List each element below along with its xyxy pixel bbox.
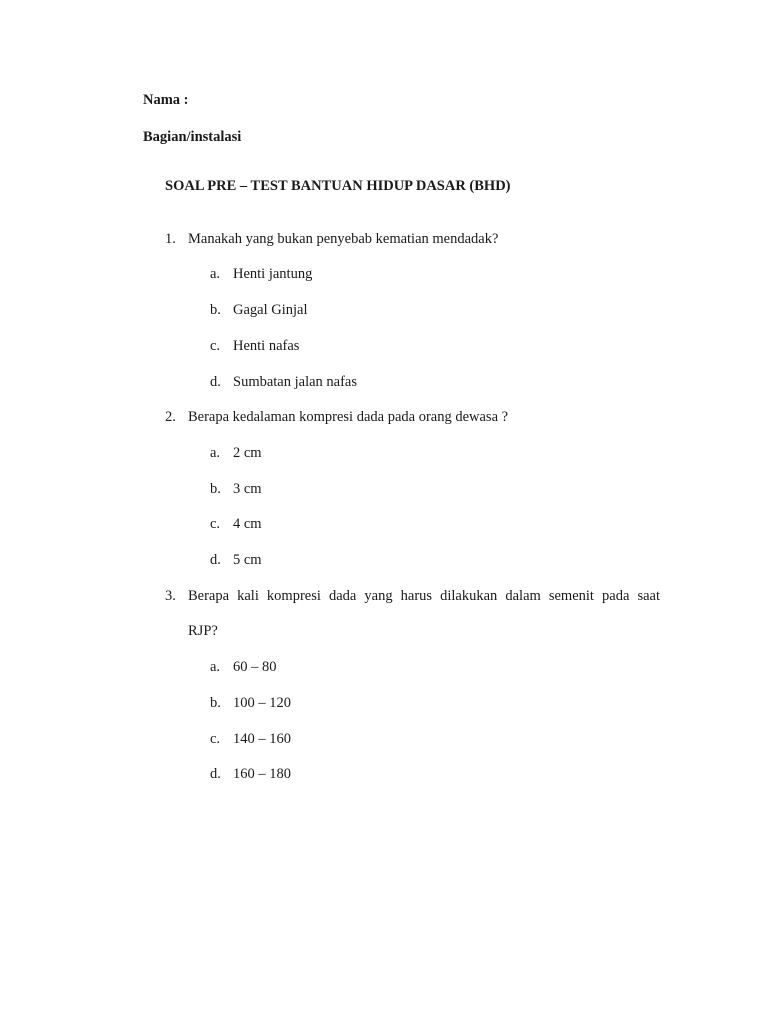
option-text: Gagal Ginjal [233,302,308,318]
option-text: 3 cm [233,481,262,497]
option-letter: a. [210,445,221,461]
option-text: 4 cm [233,516,262,532]
option-text: Sumbatan jalan nafas [233,374,358,390]
option-letter: b. [210,481,221,497]
option-text: 140 – 160 [233,731,291,747]
question-text-continuation: RJP? [188,623,218,639]
nama-label: Nama : [143,92,189,108]
option-letter: c. [210,338,221,354]
option-letter: a. [210,659,221,675]
option-letter: d. [210,552,221,568]
option-text: 160 – 180 [233,766,291,782]
question-number: 2. [165,409,176,425]
question-text: Berapa kali kompresi dada yang harus dilakukan dalam semenit pada saat [188,588,660,604]
question-text: Manakah yang bukan penyebab kematian mendadak? [188,231,499,247]
option-text: 60 – 80 [233,659,277,675]
option-text: Henti jantung [233,266,313,282]
option-letter: c. [210,516,221,532]
bagian-instalasi-label: Bagian/instalasi [143,129,242,145]
option-text: 5 cm [233,552,262,568]
option-letter: d. [210,766,221,782]
option-letter: c. [210,731,221,747]
option-text: 2 cm [233,445,262,461]
question-text: Berapa kedalaman kompresi dada pada orang dewasa ? [188,409,509,425]
question-number: 3. [165,588,176,604]
option-letter: a. [210,266,221,282]
option-letter: b. [210,302,221,318]
option-letter: d. [210,374,221,390]
document-title: SOAL PRE – TEST BANTUAN HIDUP DASAR (BHD) [165,178,511,194]
option-text: Henti nafas [233,338,300,354]
option-text: 100 – 120 [233,695,291,711]
question-number: 1. [165,231,176,247]
option-letter: b. [210,695,221,711]
